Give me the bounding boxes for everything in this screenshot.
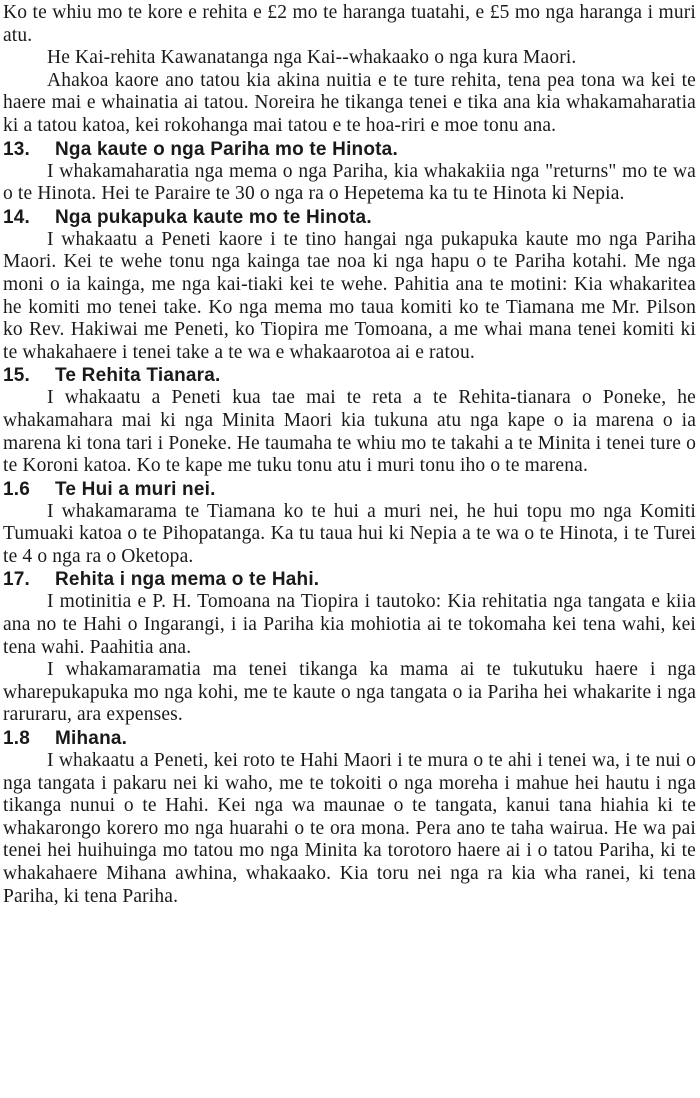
section-paragraph: I whakaatu a Peneti kua tae mai te reta a te Rehita-tianara o Poneke, he whakamahara mai ki nga Minita Maori kia tukuna atu nga kape o ia marena o ia marena ki tona tari i Poneke. He taumaha te whiu mo te takahi a te Minita i tenei ture o te Koroni katoa. Ko te kape me tuku tonu atu i muri tonu iho o te marena.	[3, 387, 696, 477]
section-18	[3, 727, 696, 908]
intro-paragraph-3: Ahakoa kaore ano tatou kia akina nuitia e te ture rehita, tena pea tona wa kei te haere mai e whainatia ai tatou. Noreira he tikanga tenei e tika ana kia whakamaharatia ki a tatou katoa, kei rokohanga mai tatou e te hoa-riri e moe tonu ana.	[3, 69, 696, 136]
section-heading	[3, 568, 696, 591]
section-title: Te Rehita Tianara.	[55, 365, 221, 387]
section-title: Rehita i nga mema o te Hahi.	[55, 569, 320, 591]
section-paragraph: I whakaatu a Peneti kaore i te tino hangai nga pukapuka kaute mo nga Pariha Maori. Kei te wehe tonu nga kainga tae noa ki nga hapu o te Pariha kotahi. Me nga moni o ia kainga, me nga kai-tiaki kei te wehe. Pahitia ana te motini: Kia whakaritea he komiti mo tenei take. Ko nga mema mo taua komiti ko te Tiamana me Mr. Pilson ko Rev. Hakiwai me Peneti, ko Tiopira me Tomoana, a me whai mana tenei komiti ki te whakahaere i tenei take a te wa e whakaarotoa ai e ratou.	[3, 228, 696, 363]
section-17	[3, 568, 696, 727]
section-15	[3, 364, 696, 477]
section-number: 17.	[3, 569, 31, 591]
section-number: 1.6	[3, 478, 31, 500]
section-heading	[3, 364, 696, 387]
section-number: 15.	[3, 365, 31, 387]
section-number: 13.	[3, 138, 31, 160]
intro-paragraph-1: Ko te whiu mo te kore e rehita e £2 mo te haranga tuatahi, e £5 mo nga haranga i muri atu.	[3, 2, 696, 46]
section-14	[3, 206, 696, 365]
section-paragraph: I motinitia e P. H. Tomoana na Tiopira i tautoko: Kia rehitatia nga tangata e kiia ana no te Hahi o Ingarangi, i ia Pariha kia mohiotia ai te tokomaha kei tena wahi, kei tena wahi. Paahitia ana.	[3, 591, 696, 658]
section-title: Te Hui a muri nei.	[55, 478, 216, 500]
section-heading	[3, 478, 696, 501]
section-paragraph: I whakaatu a Peneti, kei roto te Hahi Maori i te mura o te ahi i tenei wa, i te nui o nga tangata i pakaru nei ki waho, me te tokoiti o nga moreha i mahue hei hautu i nga tikanga nunui o te Hahi. Kei nga wa maunae o te tangata, kanui tana hiahia ki te whakarongo korero mo nga huarahi o te ora mona. Pera ano te taha wairua. He wa pai tenei hei huihuinga mo tatou mo nga Minita ka torotoro haere ai i o tatou Pariha, ki te whakahaere Mihana awhina, whakaako. Kia toru nei nga ra kia wha ranei, ki tena Pariha, ki tena Pariha.	[3, 750, 696, 907]
section-heading	[3, 727, 696, 750]
section-title: Nga kaute o nga Pariha mo te Hinota.	[55, 138, 398, 160]
section-16	[3, 478, 696, 569]
section-title: Nga pukapuka kaute mo te Hinota.	[55, 206, 372, 228]
section-title: Mihana.	[55, 728, 128, 750]
section-paragraph: I whakamaharatia nga mema o nga Pariha, kia whakakiia nga "returns" mo te wa o te Hinota. Hei te Paraire te 30 o nga ra o Hepetema ka tu te Hinota ki Nepia.	[3, 160, 696, 205]
intro-block	[3, 2, 696, 138]
section-number: 1.8	[3, 728, 31, 750]
section-heading	[3, 206, 696, 229]
section-heading	[3, 138, 696, 161]
section-paragraph: I whakamaramatia ma tenei tikanga ka mama ai te tukutuku haere i nga wharepukapuka mo nga kohi, me te kaute o nga tangata o ia Pariha hei whakarite i nga raruraru, ara expenses.	[3, 659, 696, 726]
intro-paragraph-2: He Kai-rehita Kawanatanga nga Kai--whakaako o nga kura Maori.	[47, 47, 577, 69]
section-number: 14.	[3, 206, 31, 228]
section-13	[3, 138, 696, 206]
section-paragraph: I whakamarama te Tiamana ko te hui a muri nei, he hui topu mo nga Komiti Tumuaki katoa o te Pihopatanga. Ka tu taua hui ki Nepia a te wa o te Hinota, i te Turei te 4 o nga ra o Oketopa.	[3, 500, 696, 567]
